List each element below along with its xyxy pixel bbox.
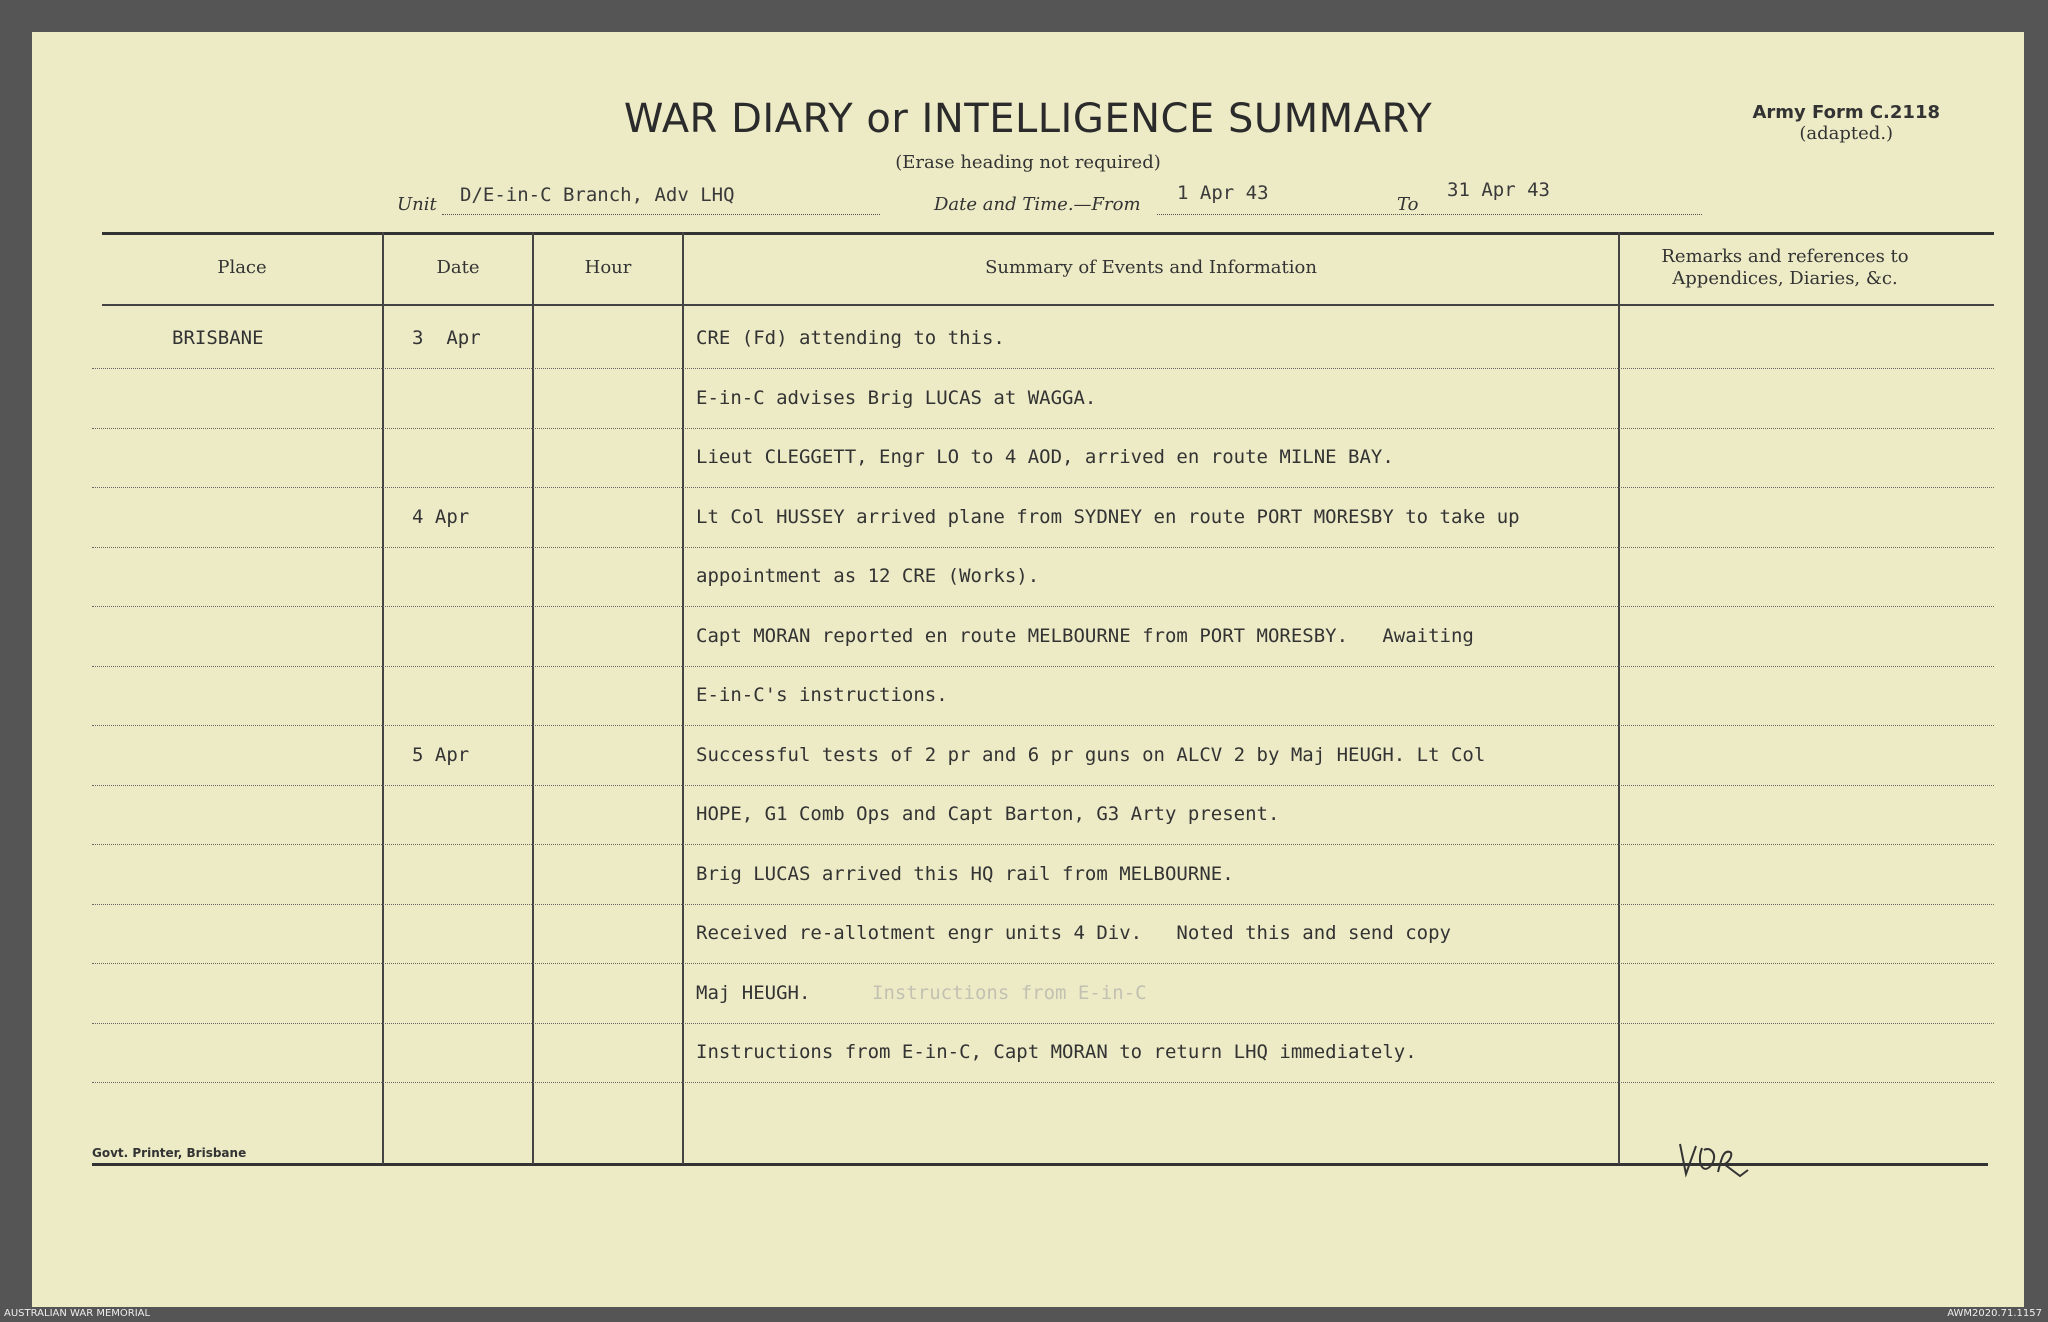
table-row <box>92 368 1994 429</box>
table-row <box>92 1082 1994 1142</box>
column-header-summary: Summary of Events and Information <box>985 257 1317 278</box>
footer-institution: AUSTRALIAN WAR MEMORIAL <box>4 1308 151 1319</box>
unit-value: D/E-in-C Branch, Adv LHQ <box>460 184 735 206</box>
table-row <box>92 963 1994 1024</box>
diary-sheet <box>32 32 2024 1307</box>
summary-cell: Brig LUCAS arrived this HQ rail from MELBOURNE. <box>696 862 1234 885</box>
unit-underline <box>442 214 880 215</box>
summary-cell: E-in-C's instructions. <box>696 684 948 706</box>
summary-cell: Maj HEUGH. <box>696 981 811 1004</box>
summary-cell: Capt MORAN reported en route MELBOURNE from PORT MORESBY. Awaiting <box>696 624 1474 647</box>
erased-text: Instructions from E-in-C <box>872 981 1147 1004</box>
column-header-remarks: Remarks and references to Appendices, Diaries, &c. <box>1661 246 1909 289</box>
summary-cell: Instructions from E-in-C, Capt MORAN to return LHQ immediately. <box>696 1041 1417 1063</box>
to-label: To <box>1397 194 1419 215</box>
from-underline <box>1157 214 1422 215</box>
column-header-hour: Hour <box>584 257 632 278</box>
table-row <box>92 665 1994 726</box>
date-cell: 3 Apr <box>412 327 481 349</box>
date-cell: 5 Apr <box>412 743 470 766</box>
date-time-label: Date and Time.—From <box>934 194 1141 215</box>
column-header-place: Place <box>217 257 267 278</box>
form-title: WAR DIARY or INTELLIGENCE SUMMARY <box>623 96 1433 142</box>
diary-table <box>102 232 1994 1166</box>
form-number <box>1752 102 1940 144</box>
form-adapted-label: (adapted.) <box>1799 123 1894 144</box>
table-row <box>92 308 1994 369</box>
table-row <box>92 606 1994 667</box>
form-subtitle: (Erase heading not required) <box>895 152 1161 173</box>
summary-cell: Successful tests of 2 pr and 6 pr guns on ALCV 2 by Maj HEUGH. Lt Col <box>696 743 1486 766</box>
summary-cell: E-in-C advises Brig LUCAS at WAGGA. <box>696 386 1097 409</box>
to-date-value: 31 Apr 43 <box>1447 179 1550 201</box>
table-row <box>92 903 1994 964</box>
summary-cell: HOPE, G1 Comb Ops and Capt Barton, G3 Arty present. <box>696 803 1280 825</box>
table-row <box>92 725 1994 786</box>
summary-cell: Lieut CLEGGETT, Engr LO to 4 AOD, arrived en route MILNE BAY. <box>696 446 1394 468</box>
to-underline <box>1422 214 1702 215</box>
place-cell: BRISBANE <box>172 327 264 349</box>
summary-cell: Lt Col HUSSEY arrived plane from SYDNEY en route PORT MORESBY to take up <box>696 505 1520 528</box>
table-header-rule <box>102 304 1994 306</box>
summary-cell: Received re-allotment engr units 4 Div. Noted this and send copy <box>696 922 1451 944</box>
printer-imprint: Govt. Printer, Brisbane <box>92 1146 247 1160</box>
table-row <box>92 784 1994 845</box>
table-row <box>92 546 1994 607</box>
table-row <box>92 1022 1994 1083</box>
table-row <box>92 427 1994 488</box>
handwritten-initials <box>1674 1134 1754 1184</box>
unit-label: Unit <box>397 194 437 215</box>
table-row <box>92 844 1994 905</box>
column-header-date: Date <box>436 257 480 278</box>
summary-cell: appointment as 12 CRE (Works). <box>696 565 1040 587</box>
table-row <box>92 487 1994 548</box>
date-cell: 4 Apr <box>412 505 470 528</box>
footer-record-id: AWM2020.71.1157 <box>1947 1308 2042 1319</box>
form-number-label: Army Form C.2118 <box>1752 102 1940 123</box>
from-date-value: 1 Apr 43 <box>1177 182 1269 204</box>
summary-cell: CRE (Fd) attending to this. <box>696 327 1005 349</box>
